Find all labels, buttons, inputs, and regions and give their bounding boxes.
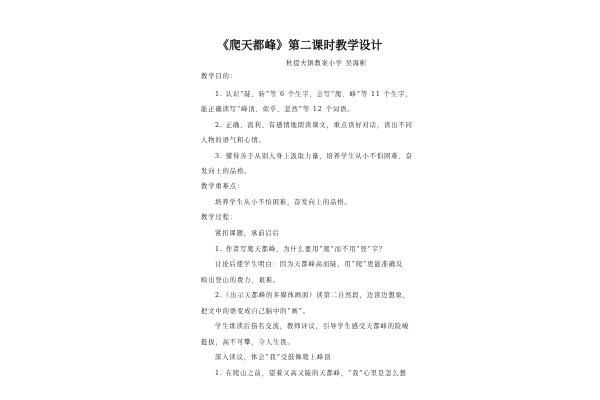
author-byline: 秋提夫镇教案小学 吴海彬 — [286, 60, 367, 67]
text-line: 紧扣课题，承前启后 — [215, 230, 280, 237]
text-line: 1. 作者写爬天都峰，为什么要用“爬”而不用“登”字？ — [215, 246, 387, 253]
text-line: 映出登山的费力、艰难。 — [201, 277, 281, 284]
text-line: 学生练读后指名交流，教师评议，引导学生感受天都峰的险峻 — [215, 323, 410, 330]
text-line: 2. 正确、流利、有感情地朗读课文，重点读好对话，读出不同 — [215, 122, 413, 129]
text-line: 讨论后使学生明白：因为天都峰高而陡，用“爬”更能准确反 — [215, 261, 404, 268]
text-line: 培养学生从小不怕困难，奋发向上的品格。 — [215, 199, 352, 206]
section-heading: 教学重难点： — [201, 183, 245, 190]
document-title: 《爬天都峰》第二课时教学设计 — [217, 38, 383, 52]
text-line: 把文中的语变成自己脑中的“画”。 — [201, 308, 310, 315]
text-line: 3. 懂得善于从别人身上汲取力量，培养学生从小不怕困难、奋 — [215, 153, 413, 160]
text-line: 1. 在爬山之前，望着又高又陡的天都峰，“我”心里是怎么想 — [215, 370, 407, 377]
text-line: 1. 认识“陡、转”等 6 个生字，会写“爬、峰”等 11 个生字， — [215, 91, 413, 98]
text-line: 深入读议，体会“我”受鼓舞爬上峰顶 — [215, 354, 332, 361]
text-line: 2.（出示天都峰的多媒体画面）读第二自然段，边读边想象， — [215, 292, 410, 299]
text-line: 能正确读写“峰顶、似乎、忽然”等 12 个词语。 — [201, 106, 355, 113]
section-heading: 教学目的： — [201, 73, 237, 80]
text-line: 挺拔，高不可攀，令人生畏。 — [201, 339, 295, 346]
text-line: 发向上的品格。 — [201, 168, 252, 175]
text-line: 人物的语气和心情。 — [201, 137, 266, 144]
section-heading: 教学过程： — [201, 214, 237, 221]
